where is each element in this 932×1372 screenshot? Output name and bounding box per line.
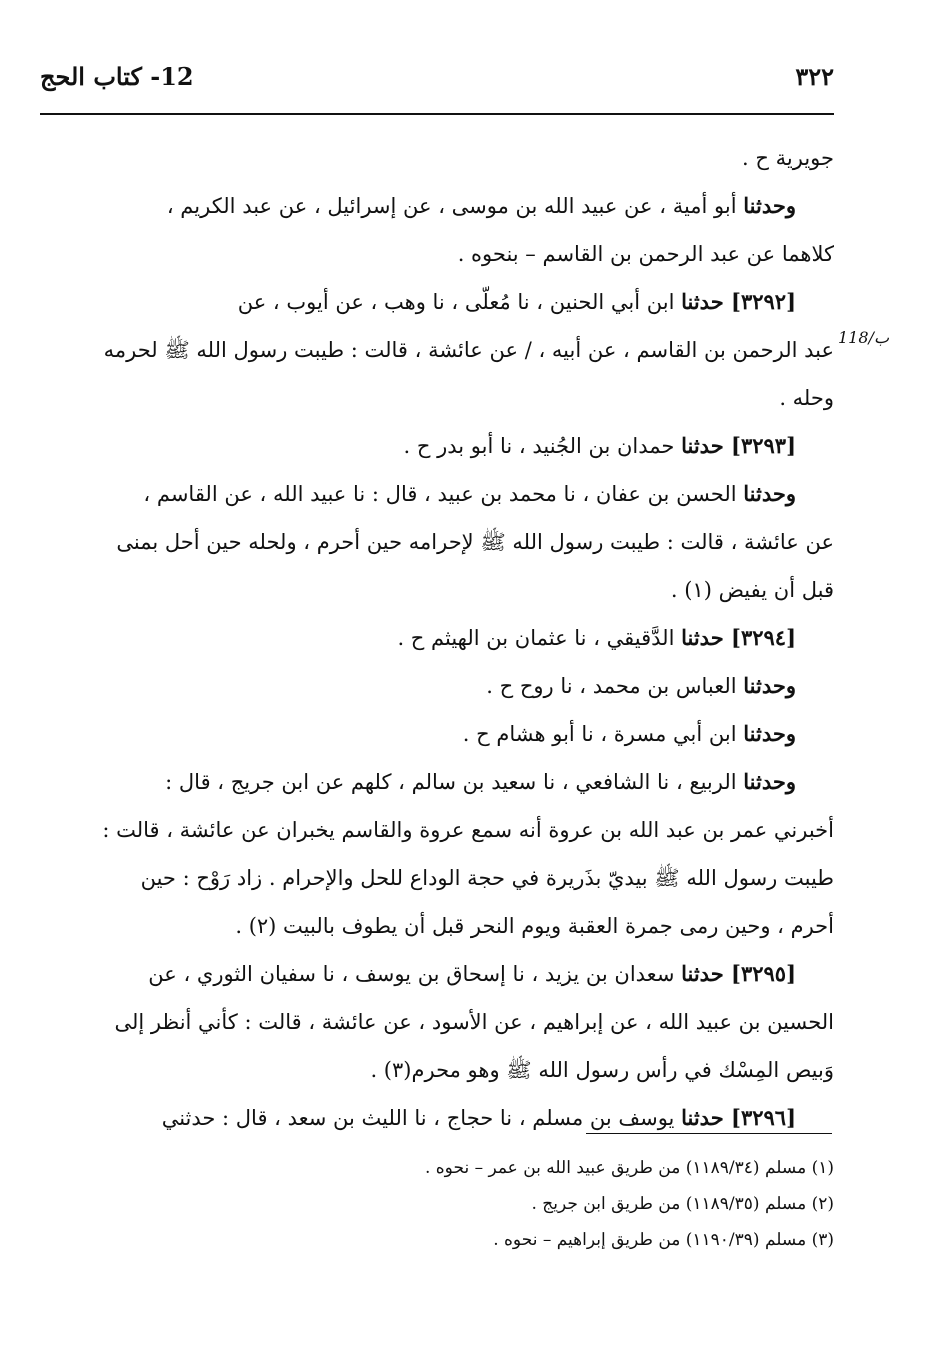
text-line: وَبيص المِسْك في رأس رسول الله ﷺ وهو محرم(٣) . <box>370 1058 834 1082</box>
footnote-3: (٣) مسلم (١١٩٠/٣٩) من طريق إبراهيم – نحوه . <box>493 1230 834 1250</box>
page-number: ٣٢٢ <box>795 62 834 91</box>
footnotes <box>42 1150 834 1258</box>
book-title: 12- كتاب الحج <box>40 62 194 91</box>
text-line: وحدثنا ابن أبي مسرة ، نا أبو هشام ح . <box>462 721 796 746</box>
hadith-text <box>42 134 834 1142</box>
text-line: كلاهما عن عبد الرحمن بن القاسم – بنحوه . <box>457 242 834 266</box>
text-line: وحدثنا أبو أمية ، عن عبيد الله بن موسى ، عن إسرائيل ، عن عبد الكريم ، <box>166 193 796 218</box>
hadith-entry-3295: [٣٢٩٥] حدثنا سعدان بن يزيد ، نا إسحاق بن يوسف ، نا سفيان الثوري ، عن <box>148 961 796 986</box>
text-line: وحدثنا الربيع ، نا الشافعي ، نا سعيد بن سالم ، كلهم عن ابن جريج ، قال : <box>165 769 796 794</box>
page-header <box>40 62 834 102</box>
text-line: وحدثنا الحسن بن عفان ، نا محمد بن عبيد ، قال : نا عبيد الله ، عن القاسم ، <box>143 481 796 506</box>
text-line: وحدثنا العباس بن محمد ، نا روح ح . <box>486 673 796 698</box>
hadith-entry-3294: [٣٢٩٤] حدثنا الدَّقيقي ، نا عثمان بن الهيثم ح . <box>397 625 796 650</box>
footnote-divider <box>586 1133 832 1134</box>
text-line: جويرية ح . <box>742 146 834 170</box>
hadith-entry-3292: [٣٢٩٢] حدثنا ابن أبي الحنين ، نا مُعلّى ، نا وهب ، عن أيوب ، عن <box>237 289 796 314</box>
text-line: وحله . <box>779 386 834 410</box>
text-line: أحرم ، وحين رمى جمرة العقبة ويوم النحر قبل أن يطوف بالبيت (٢) . <box>235 914 834 938</box>
hadith-entry-3293: [٣٢٩٣] حدثنا حمدان بن الجُنيد ، نا أبو بدر ح . <box>403 433 796 458</box>
text-line: عن عائشة ، قالت : طيبت رسول الله ﷺ لإحرامه حين أحرم ، ولحله حين أحل بمنى <box>116 530 834 554</box>
footnote-2: (٢) مسلم (١١٨٩/٣٥) من طريق ابن جريج . <box>531 1194 834 1214</box>
text-line: عبد الرحمن بن القاسم ، عن أبيه ، / عن عائشة ، قالت : طيبت رسول الله ﷺ لحرمه <box>103 338 834 362</box>
footnote-1: (١) مسلم (١١٨٩/٣٤) من طريق عبيد الله بن عمر – نحوه . <box>424 1158 834 1178</box>
header-divider <box>40 113 834 115</box>
text-line: قبل أن يفيض (١) . <box>670 578 834 602</box>
hadith-entry-3296: [٣٢٩٦] حدثنا يوسف بن مسلم ، نا حجاج ، نا الليث بن سعد ، قال : حدثني <box>161 1105 796 1130</box>
text-line: أخبرني عمر بن عبد الله بن عروة أنه سمع عروة والقاسم يخبران عن عائشة ، قالت : <box>102 818 834 842</box>
folio-margin-note: 118/ب <box>838 328 889 347</box>
text-line: طيبت رسول الله ﷺ بيديّ بذَريرة في حجة الوداع للحل والإحرام . زاد رَوْح : حين <box>140 866 834 890</box>
text-line: الحسين بن عبيد الله ، عن إبراهيم ، عن الأسود ، عن عائشة ، قالت : كأني أنظر إلى <box>114 1010 834 1034</box>
